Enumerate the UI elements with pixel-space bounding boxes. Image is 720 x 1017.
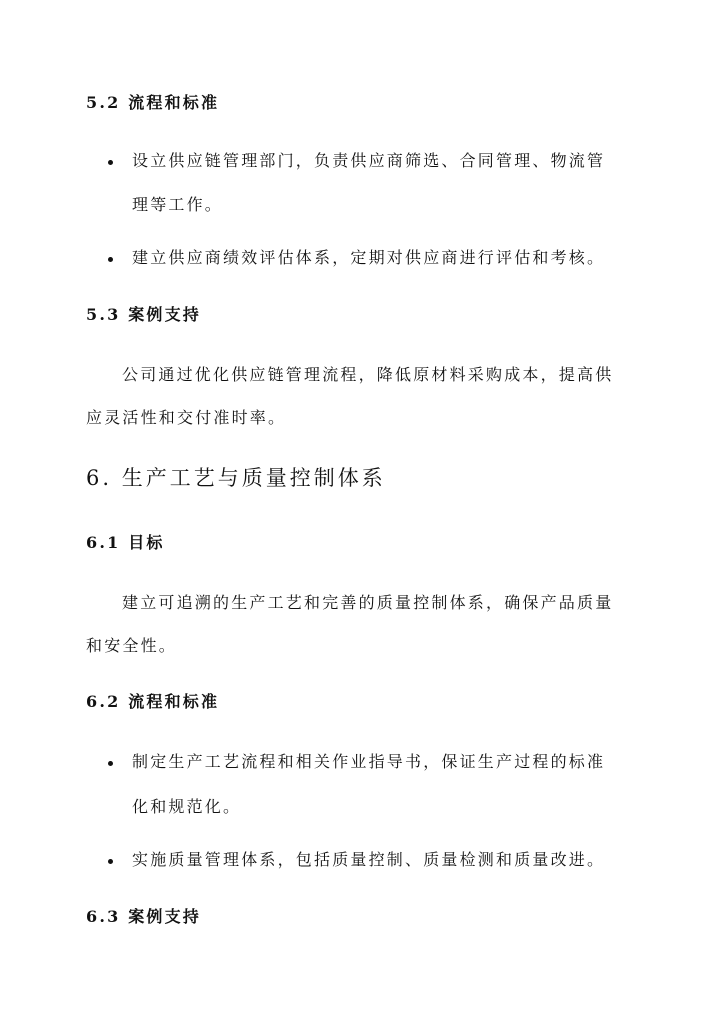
bullet-dot-icon: [108, 160, 113, 165]
list-item-text: 建立供应商绩效评估体系，定期对供应商进行评估和考核。: [132, 248, 606, 267]
paragraph-6-1-line-1: 建立可追溯的生产工艺和完善的质量控制体系，确保产品质量: [122, 593, 614, 612]
list-item-text-continued: 理等工作。: [132, 195, 224, 214]
list-item-text: 实施质量管理体系，包括质量控制、质量检测和质量改进。: [132, 850, 606, 869]
paragraph-5-3-line-2: 应灵活性和交付准时率。: [86, 408, 287, 427]
bullet-dot-icon: [108, 257, 113, 262]
section-heading-6-2: 6.2 流程和标准: [86, 692, 220, 711]
paragraph-6-1-line-2: 和安全性。: [86, 636, 178, 655]
chapter-heading-6: 6. 生产工艺与质量控制体系: [86, 466, 386, 490]
bullet-dot-icon: [108, 761, 113, 766]
paragraph-5-3-line-1: 公司通过优化供应链管理流程，降低原材料采购成本，提高供: [122, 365, 614, 384]
list-item-text: 制定生产工艺流程和相关作业指导书，保证生产过程的标准: [132, 752, 606, 771]
list-item-text: 设立供应链管理部门，负责供应商筛选、合同管理、物流管: [132, 151, 606, 170]
list-item-text-continued: 化和规范化。: [132, 797, 242, 816]
section-heading-6-1: 6.1 目标: [86, 533, 165, 552]
section-heading-6-3: 6.3 案例支持: [86, 907, 202, 926]
section-heading-5-2: 5.2 流程和标准: [86, 93, 220, 112]
section-heading-5-3: 5.3 案例支持: [86, 305, 202, 324]
bullet-dot-icon: [108, 859, 113, 864]
